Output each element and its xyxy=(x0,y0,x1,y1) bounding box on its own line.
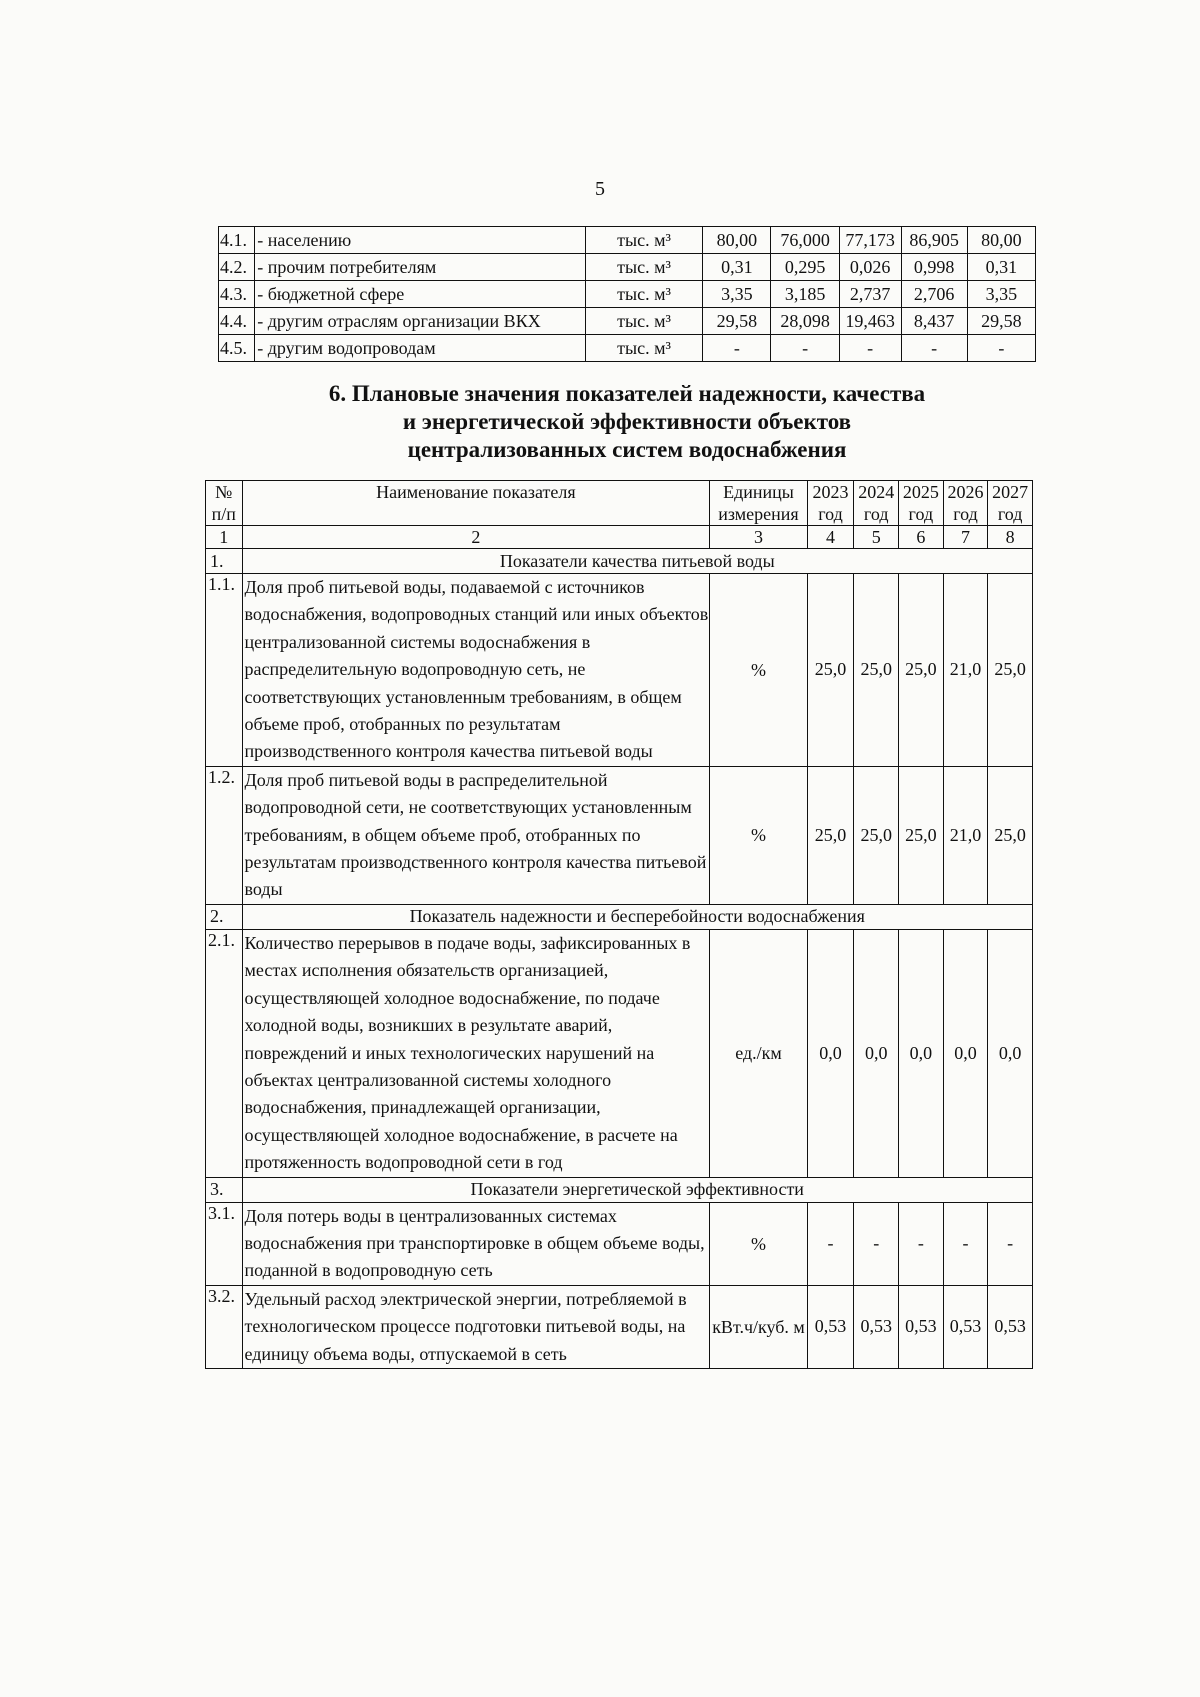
row-value: 76,000 xyxy=(771,227,839,254)
row-value: 28,098 xyxy=(771,308,839,335)
year-suffix: год xyxy=(953,504,978,524)
row-number: 2.1. xyxy=(206,929,243,1177)
indicator-value: - xyxy=(854,1202,899,1285)
row-unit: тыс. м³ xyxy=(585,227,702,254)
column-number: 7 xyxy=(943,526,988,549)
header-year-2026 xyxy=(943,481,988,526)
table-row xyxy=(219,254,1036,281)
indicator-value: 25,0 xyxy=(899,574,944,767)
year-label: 2026 xyxy=(947,482,984,502)
section-title xyxy=(218,380,1036,464)
header-num xyxy=(206,481,243,526)
page-number: 5 xyxy=(595,178,605,200)
table-row xyxy=(219,227,1036,254)
indicator-value: 0,0 xyxy=(988,929,1033,1177)
indicator-value: 25,0 xyxy=(988,574,1033,767)
indicator-value: - xyxy=(988,1202,1033,1285)
row-number: 4.1. xyxy=(219,227,255,254)
row-value: 80,00 xyxy=(703,227,771,254)
indicator-value: 0,0 xyxy=(854,929,899,1177)
indicator-value: 0,53 xyxy=(854,1285,899,1368)
row-value: 3,185 xyxy=(771,281,839,308)
table-row xyxy=(219,281,1036,308)
table-row xyxy=(219,308,1036,335)
year-suffix: год xyxy=(908,504,934,524)
row-number: 4.3. xyxy=(219,281,255,308)
group-title: Показатель надежности и бесперебойности водоснабжения xyxy=(242,904,1032,929)
consumption-table xyxy=(218,226,1036,362)
indicator-value: 0,53 xyxy=(899,1285,944,1368)
row-value: 80,00 xyxy=(967,227,1035,254)
row-value: 3,35 xyxy=(703,281,771,308)
header-unit-line-2: измерения xyxy=(718,504,799,524)
indicator-value: 25,0 xyxy=(807,766,854,904)
indicator-value: 25,0 xyxy=(899,766,944,904)
row-number: 4.5. xyxy=(219,335,255,362)
indicator-value: 21,0 xyxy=(943,574,988,767)
indicator-value: - xyxy=(899,1202,944,1285)
row-value: 77,173 xyxy=(839,227,901,254)
year-suffix: год xyxy=(863,504,889,524)
indicator-unit: ед./км xyxy=(710,929,807,1177)
year-suffix: год xyxy=(997,504,1023,524)
row-value: 19,463 xyxy=(839,308,901,335)
indicator-value: 0,0 xyxy=(943,929,988,1177)
row-name: - другим водопроводам xyxy=(255,335,586,362)
header-year-2025 xyxy=(899,481,944,526)
header-year-2023 xyxy=(807,481,854,526)
group-row xyxy=(206,1177,1033,1202)
year-label: 2025 xyxy=(902,482,939,502)
table-row xyxy=(206,766,1033,904)
row-value: 29,58 xyxy=(703,308,771,335)
row-name: - бюджетной сфере xyxy=(255,281,586,308)
table-header-row xyxy=(206,481,1033,526)
row-name: - населению xyxy=(255,227,586,254)
indicator-name: Доля проб питьевой воды, подаваемой с источников водоснабжения, водопроводных станций или иных объектов централизованной системы водоснабжения в распределительную водопроводную сеть, не соответствующих установленным требованиям, в общем объеме проб, отобранных по результатам производственного контроля качества питьевой воды xyxy=(242,574,710,767)
year-label: 2027 xyxy=(992,482,1029,502)
row-unit: тыс. м³ xyxy=(585,281,702,308)
row-value: 2,737 xyxy=(839,281,901,308)
row-value: 8,437 xyxy=(901,308,967,335)
row-number: 3.2. xyxy=(206,1285,243,1368)
year-suffix: год xyxy=(818,504,843,524)
year-label: 2024 xyxy=(858,482,895,502)
column-number: 1 xyxy=(206,526,243,549)
section-title-line-2: и энергетической эффективности объектов xyxy=(402,409,852,434)
header-num-line-2: п/п xyxy=(211,504,236,524)
group-number: 1. xyxy=(206,549,243,574)
row-value: - xyxy=(901,335,967,362)
indicator-name: Доля потерь воды в централизованных системах водоснабжения при транспортировке в общем объеме воды, поданной в водопроводную сеть xyxy=(242,1202,710,1285)
indicator-name: Удельный расход электрической энергии, потребляемой в технологическом процессе подготовки питьевой воды, на единицу объема воды, отпускаемой в сеть xyxy=(242,1285,710,1368)
table-row xyxy=(206,574,1033,767)
row-value: 86,905 xyxy=(901,227,967,254)
row-value: 0,31 xyxy=(703,254,771,281)
indicator-value: 0,53 xyxy=(943,1285,988,1368)
table-row xyxy=(219,335,1036,362)
row-number: 3.1. xyxy=(206,1202,243,1285)
table-row xyxy=(206,1202,1033,1285)
column-number: 2 xyxy=(242,526,710,549)
indicator-name: Доля проб питьевой воды в распределительной водопроводной сети, не соответствующих установленным требованиям, в общем объеме проб, отобранных по результатам производственного контроля качества питьевой воды xyxy=(242,766,710,904)
row-unit: тыс. м³ xyxy=(585,335,702,362)
section-title-line-3: централизованных систем водоснабжения xyxy=(407,437,847,462)
indicators-table xyxy=(205,480,1033,1369)
row-unit: тыс. м³ xyxy=(585,308,702,335)
header-year-2024 xyxy=(854,481,899,526)
section-title-line-1: 6. Плановые значения показателей надежности, качества xyxy=(328,381,926,406)
row-value: 29,58 xyxy=(967,308,1035,335)
header-year-2027 xyxy=(988,481,1033,526)
indicator-unit: кВт.ч/куб. м xyxy=(710,1285,807,1368)
indicator-value: 25,0 xyxy=(854,766,899,904)
group-row xyxy=(206,904,1033,929)
column-number: 8 xyxy=(988,526,1033,549)
group-title: Показатели энергетической эффективности xyxy=(242,1177,1032,1202)
indicator-unit: % xyxy=(710,574,807,767)
row-value: - xyxy=(967,335,1035,362)
indicator-value: 21,0 xyxy=(943,766,988,904)
column-number: 6 xyxy=(899,526,944,549)
row-number: 1.1. xyxy=(206,574,243,767)
indicator-value: - xyxy=(807,1202,854,1285)
row-number: 1.2. xyxy=(206,766,243,904)
table-row xyxy=(206,1285,1033,1368)
column-number: 5 xyxy=(854,526,899,549)
row-value: 0,998 xyxy=(901,254,967,281)
row-value: - xyxy=(839,335,901,362)
table-row xyxy=(206,929,1033,1177)
group-number: 2. xyxy=(206,904,243,929)
indicator-value: 0,53 xyxy=(988,1285,1033,1368)
group-number: 3. xyxy=(206,1177,243,1202)
header-name: Наименование показателя xyxy=(242,481,710,526)
row-name: - прочим потребителям xyxy=(255,254,586,281)
row-value: - xyxy=(703,335,771,362)
row-number: 4.4. xyxy=(219,308,255,335)
row-value: 0,026 xyxy=(839,254,901,281)
row-name: - другим отраслям организации ВКХ xyxy=(255,308,586,335)
group-title: Показатели качества питьевой воды xyxy=(242,549,1032,574)
indicator-value: 25,0 xyxy=(854,574,899,767)
column-number: 3 xyxy=(710,526,807,549)
indicator-name: Количество перерывов в подаче воды, зафиксированных в местах исполнения обязательств организацией, осуществляющей холодное водоснабжение, по подаче холодной воды, возникших в результате аварий, повреждений и иных технологических нарушений на объектах централизованной системы холодного водоснабжения, принадлежащей организации, осуществляющей холодное водоснабжение, в расчете на протяженность водопроводной сети в год xyxy=(242,929,710,1177)
header-unit xyxy=(710,481,807,526)
row-number: 4.2. xyxy=(219,254,255,281)
indicator-value: 0,0 xyxy=(807,929,854,1177)
row-unit: тыс. м³ xyxy=(585,254,702,281)
indicator-unit: % xyxy=(710,766,807,904)
row-value: 2,706 xyxy=(901,281,967,308)
header-num-line-1: № xyxy=(215,482,233,502)
row-value: 3,35 xyxy=(967,281,1035,308)
row-value: - xyxy=(771,335,839,362)
column-number-row xyxy=(206,526,1033,549)
year-label: 2023 xyxy=(812,482,849,502)
indicator-value: 25,0 xyxy=(988,766,1033,904)
header-unit-line-1: Единицы xyxy=(723,482,794,502)
indicator-value: 0,53 xyxy=(807,1285,854,1368)
indicator-unit: % xyxy=(710,1202,807,1285)
indicator-value: 25,0 xyxy=(807,574,854,767)
indicator-value: 0,0 xyxy=(899,929,944,1177)
indicator-value: - xyxy=(943,1202,988,1285)
row-value: 0,31 xyxy=(967,254,1035,281)
row-value: 0,295 xyxy=(771,254,839,281)
group-row xyxy=(206,549,1033,574)
column-number: 4 xyxy=(807,526,854,549)
